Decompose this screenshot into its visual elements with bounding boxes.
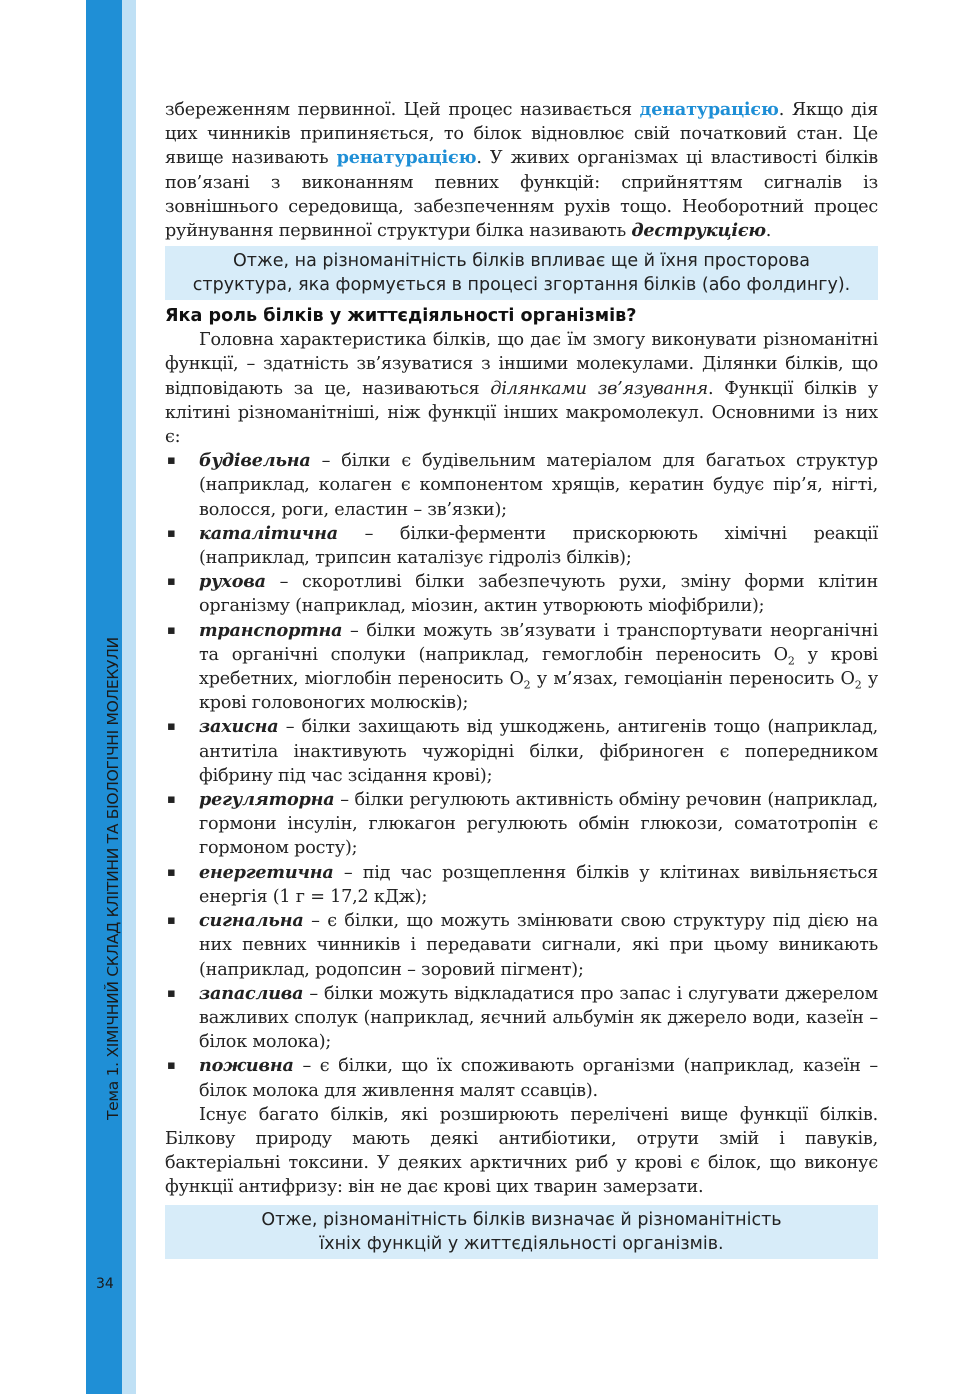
bullet-icon: ▪ (167, 864, 176, 880)
sidebar-light-bar (122, 0, 136, 1394)
text-run: збереженням первинної. Цей процес називається (165, 100, 640, 120)
summary-callout-functions (165, 1205, 878, 1259)
bullet-icon: ▪ (167, 719, 176, 735)
function-text: – білки є будівельним матеріалом для багатьох структур (наприклад, колаген є компонентом хрящів, кератин будує пір’я, нігті, волосся, роги, еластин – зв’язки); (199, 451, 878, 520)
page-content (165, 98, 878, 1259)
page-number: 34 (96, 1276, 114, 1292)
list-item-protective (165, 715, 878, 788)
list-item-energy (165, 861, 878, 909)
bullet-icon: ▪ (167, 792, 176, 808)
function-text: – білки-ферменти прискорюють хімічні реакції (наприклад, трипсин каталізує гідроліз білків); (199, 523, 878, 569)
left-margin (0, 0, 86, 1394)
function-text: – білки регулюють активність обміну речовин (наприклад, гормони інсулін, глюкагон регулюють обмін глюкози, соматотропін є гормоном росту); (199, 790, 878, 859)
bullet-icon: ▪ (167, 913, 176, 929)
term-destruction: деструкцією (631, 220, 766, 242)
function-text: – білки можуть зв’язувати і транспортувати неорганічні та органічні сполуки (наприклад, гемоглобін переносить O (199, 620, 878, 665)
subscript: 2 (854, 678, 862, 692)
term-renaturation: ренатурацією (336, 147, 477, 169)
list-item-transport (165, 619, 878, 716)
list-item-building (165, 449, 878, 522)
subscript: 2 (787, 654, 795, 668)
function-term: рухова (199, 571, 266, 593)
function-term: енергетична (199, 861, 334, 883)
term-denaturation: денатурацією (639, 99, 779, 120)
subscript: 2 (523, 678, 531, 692)
bullet-icon: ▪ (167, 453, 176, 469)
function-term: запаслива (199, 982, 304, 1004)
function-text: – є білки, що їх споживають організми (наприклад, казеїн – білок молока для живлення малят ссавців). (199, 1056, 878, 1101)
function-term: будівельна (199, 450, 311, 472)
text-run: . (765, 221, 772, 242)
list-item-storage (165, 982, 878, 1055)
bullet-icon: ▪ (167, 622, 176, 638)
paragraph-denaturation (165, 98, 878, 243)
paragraph-binding (165, 328, 878, 449)
function-text: у м’язах, гемоціанін переносить O (530, 669, 855, 690)
functions-list (165, 449, 878, 1102)
function-term: регуляторна (199, 789, 335, 811)
text-run: Головна характеристика білків, що дає їм змогу виконувати різноманітні функції, – здатність зв’язуватися з іншими молекулами. Ділянки білків, що відповідають за це, називаються (165, 330, 878, 399)
function-text: – білки захищають від ушкоджень, антигенів тощо (наприклад, антитіла інактивують чужорідні білки, фібриноген є попередником фібрину під час зсідання крові); (199, 717, 878, 786)
function-term: каталітична (199, 522, 338, 544)
text-run: . У живих організмах ці властивості білків пов’язані з виконанням певних функцій: сприйняттям сигналів із зовнішнього середовища, забезпеченням рухів тощо. Необоротний процес руйнування первинної структури білка називають (165, 148, 879, 242)
list-item-nutritive (165, 1054, 878, 1102)
function-text: у крові хребетних, міоглобін переносить O (199, 644, 878, 690)
text-run: . Якщо дія цих чинників припиняється, то білок відновлює свій початковий стан. Це явище називають (165, 100, 878, 169)
function-text: – білки можуть відкладатися про запас і слугувати джерелом важливих сполук (наприклад, яєчний альбумін як джерело води, казеїн – білок молока); (199, 983, 878, 1053)
callout-line: Отже, різноманітність білків визначає й різноманітність (261, 1209, 782, 1230)
list-item-motor (165, 570, 878, 618)
term-binding-sites: ділянками зв’язування (490, 378, 708, 399)
function-term: транспортна (199, 619, 343, 641)
chapter-title: Тема 1. ХІМІЧНИЙ СКЛАД КЛІТИНИ ТА БІОЛОГІЧНІ МОЛЕКУЛИ (104, 637, 122, 1120)
function-text: у крові головоногих молюсків); (199, 669, 879, 714)
function-text: – є білки, що можуть змінювати свою структуру під дією на них певних чинників і передавати сигнали, які при цьому виникають (наприклад, родопсин – зоровий пігмент); (199, 911, 878, 980)
section-heading: Яка роль білків у життєдіяльності організмів? (165, 306, 637, 327)
function-term: сигнальна (199, 910, 304, 932)
function-text: – скоротливі білки забезпечують рухи, зміну форми клітин організму (наприклад, міозин, актин утворюють міофібрили); (199, 572, 878, 617)
summary-callout-structure (165, 246, 878, 300)
function-text: – під час розщеплення білків у клітинах вивільняється енергія (1 г = 17,2 кДж); (199, 862, 878, 907)
function-term: захисна (199, 716, 279, 738)
bullet-icon: ▪ (167, 1058, 176, 1074)
callout-line: їхніх функцій у життєдіяльності організмів. (319, 1233, 724, 1254)
list-item-signal (165, 909, 878, 982)
list-item-catalytic (165, 522, 878, 570)
list-item-regulatory (165, 788, 878, 861)
bullet-icon: ▪ (167, 985, 176, 1001)
paragraph-other-proteins: Існує багато білків, які розширюють перелічені вище функції білків. Білкову природу мають деякі антибіотики, отрути змій і павуків, бактеріальні токсини. У деяких арктичних риб у крові є білок, що виконує функції антифризу: він не дає крові цих тварин замерзати. (165, 1104, 878, 1198)
bullet-icon: ▪ (167, 525, 176, 541)
callout-line: Отже, на різноманітність білків впливає ще й їхня просторова (233, 251, 810, 272)
callout-line: структура, яка формується в процесі згортання білків (або фолдингу). (192, 275, 851, 296)
function-term: поживна (199, 1055, 294, 1077)
text-run: . Функції білків у клітині різноманітніші, ніж функції інших макромолекул. Основними із них є: (165, 378, 878, 448)
bullet-icon: ▪ (167, 574, 176, 590)
